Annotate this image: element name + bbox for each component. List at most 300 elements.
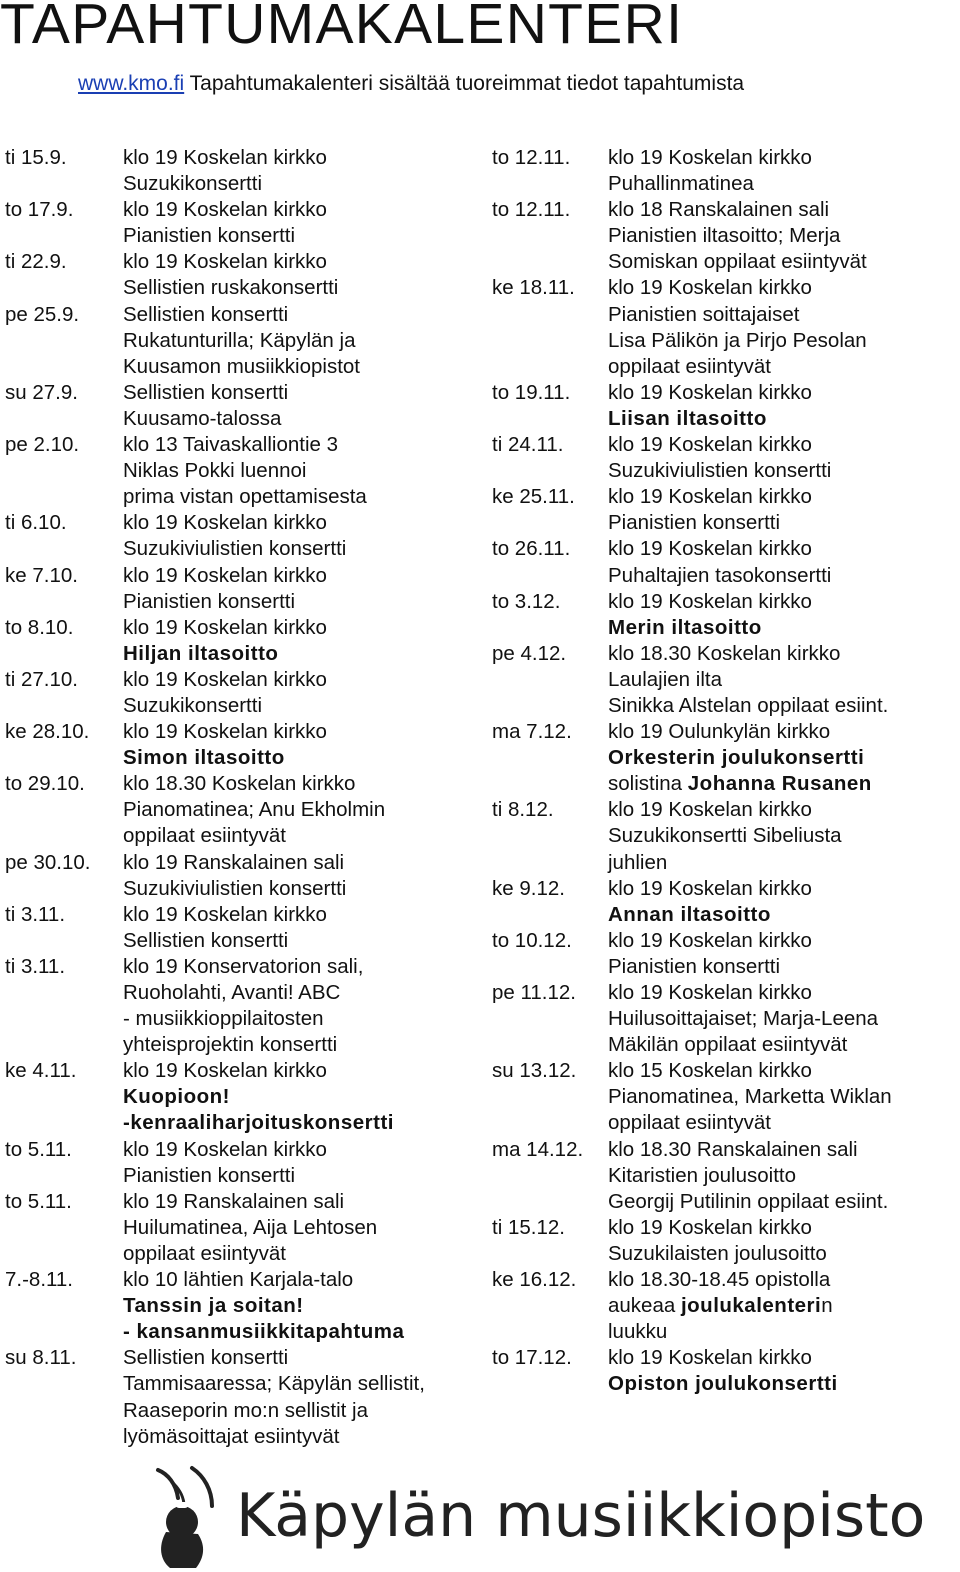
event-text: luukku bbox=[608, 1320, 668, 1344]
event-date: pe 30.10. bbox=[5, 850, 91, 874]
event-text: Lisa Pälikön ja Pirjo Pesolan bbox=[608, 328, 867, 352]
event-highlight: - kansanmusiikkitapahtuma bbox=[123, 1320, 405, 1344]
event-text: klo 19 Koskelan kirkko bbox=[123, 1059, 327, 1083]
event-row bbox=[5, 850, 475, 902]
event-text: Puhaltajien tasokonsertti bbox=[608, 563, 832, 587]
event-detail-line bbox=[608, 380, 952, 406]
event-text: Pianistien konsertti bbox=[608, 954, 781, 978]
event-details bbox=[123, 249, 475, 301]
event-text: n bbox=[821, 1294, 833, 1318]
event-detail-line bbox=[123, 1241, 475, 1267]
event-text: Sinikka Alstelan oppilaat esiint. bbox=[608, 693, 889, 717]
page-title: TAPAHTUMAKALENTERI bbox=[0, 0, 684, 56]
event-detail-line bbox=[608, 1032, 952, 1058]
event-detail-line bbox=[608, 876, 952, 902]
event-text: klo 19 Koskelan kirkko bbox=[123, 563, 327, 587]
event-details bbox=[123, 902, 475, 954]
event-text: Mäkilän oppilaat esiintyvät bbox=[608, 1033, 848, 1057]
event-details bbox=[123, 563, 475, 615]
event-text: Huilumatinea, Aija Lehtosen bbox=[123, 1215, 378, 1239]
event-date: to 26.11. bbox=[492, 537, 571, 561]
event-date: ma 14.12. bbox=[492, 1137, 584, 1161]
event-detail-line bbox=[608, 536, 952, 562]
event-detail-line bbox=[123, 302, 475, 328]
event-detail-line bbox=[608, 302, 952, 328]
event-date: ke 4.11. bbox=[5, 1059, 77, 1083]
event-text: Kuusamo-talossa bbox=[123, 406, 282, 430]
event-detail-line bbox=[608, 1319, 952, 1345]
event-detail-line bbox=[123, 745, 475, 771]
event-detail-line bbox=[123, 1006, 475, 1032]
event-detail-line bbox=[123, 1345, 475, 1371]
event-text: Suzukikonsertti bbox=[123, 693, 263, 717]
event-detail-line bbox=[123, 510, 475, 536]
event-date: to 17.9. bbox=[5, 198, 74, 222]
event-detail-line bbox=[123, 458, 475, 484]
event-details bbox=[608, 1345, 952, 1397]
event-details bbox=[608, 1137, 952, 1215]
event-detail-line bbox=[123, 719, 475, 745]
event-text: klo 19 Koskelan kirkko bbox=[123, 1137, 327, 1161]
event-details bbox=[123, 719, 475, 771]
event-detail-line bbox=[123, 197, 475, 223]
event-detail-line bbox=[608, 1110, 952, 1136]
event-date: 7.-8.11. bbox=[5, 1268, 73, 1292]
event-detail-line bbox=[608, 928, 952, 954]
event-text: klo 19 Koskelan kirkko bbox=[608, 276, 812, 300]
event-detail-line bbox=[123, 1319, 475, 1345]
event-text: klo 19 Koskelan kirkko bbox=[123, 667, 327, 691]
event-date: to 29.10. bbox=[5, 772, 85, 796]
event-text: klo 19 Ranskalainen sali bbox=[123, 850, 345, 874]
event-detail-line bbox=[123, 641, 475, 667]
event-text: Georgij Putilinin oppilaat esiint. bbox=[608, 1189, 889, 1213]
event-text: Sellistien konsertti bbox=[123, 1346, 289, 1370]
event-detail-line bbox=[123, 928, 475, 954]
event-date: ke 16.12. bbox=[492, 1268, 577, 1292]
event-text: klo 19 Koskelan kirkko bbox=[123, 511, 327, 535]
events-column-right bbox=[492, 145, 952, 1398]
event-text: klo 10 lähtien Karjala-talo bbox=[123, 1268, 354, 1292]
event-detail-line bbox=[123, 145, 475, 171]
event-date: pe 2.10. bbox=[5, 433, 80, 457]
event-details bbox=[123, 380, 475, 432]
event-date: pe 4.12. bbox=[492, 641, 567, 665]
event-text: Sellistien ruskakonsertti bbox=[123, 276, 339, 300]
event-text: klo 19 Ranskalainen sali bbox=[123, 1189, 345, 1213]
event-detail-line bbox=[608, 954, 952, 980]
event-text: Kitaristien joulusoitto bbox=[608, 1163, 797, 1187]
event-row bbox=[492, 1137, 952, 1215]
event-detail-line bbox=[608, 1267, 952, 1293]
event-row bbox=[492, 1215, 952, 1267]
event-date: ke 18.11. bbox=[492, 276, 575, 300]
event-details bbox=[608, 1058, 952, 1136]
event-detail-line bbox=[608, 980, 952, 1006]
event-row bbox=[5, 1345, 475, 1449]
event-date: ti 6.10. bbox=[5, 511, 67, 535]
event-text: Kuusamon musiikkiopistot bbox=[123, 354, 360, 378]
event-date: to 3.12. bbox=[492, 589, 561, 613]
event-details bbox=[123, 510, 475, 562]
event-row bbox=[492, 928, 952, 980]
event-detail-line bbox=[608, 902, 952, 928]
event-highlight: Liisan iltasoitto bbox=[608, 406, 767, 430]
event-date: to 5.11. bbox=[5, 1137, 72, 1161]
event-detail-line bbox=[123, 954, 475, 980]
event-details bbox=[123, 850, 475, 902]
event-details bbox=[123, 432, 475, 510]
event-date: ti 27.10. bbox=[5, 667, 78, 691]
event-highlight: Annan iltasoitto bbox=[608, 902, 771, 926]
event-text: klo 19 Koskelan kirkko bbox=[608, 981, 812, 1004]
event-detail-line bbox=[123, 1267, 475, 1293]
event-text: Rukatunturilla; Käpylän ja bbox=[123, 328, 356, 352]
event-row bbox=[492, 641, 952, 719]
event-text: Tammisaaressa; Käpylän sellistit, bbox=[123, 1372, 425, 1396]
event-detail-line bbox=[608, 223, 952, 249]
event-detail-line bbox=[123, 1424, 475, 1450]
event-text: klo 19 Oulunkylän kirkko bbox=[608, 720, 831, 744]
event-detail-line bbox=[123, 1398, 475, 1424]
event-detail-line bbox=[608, 145, 952, 171]
event-highlight: Opiston joulukonsertti bbox=[608, 1372, 838, 1396]
event-row bbox=[5, 1267, 475, 1345]
event-detail-line bbox=[123, 1110, 475, 1136]
event-details bbox=[123, 302, 475, 380]
event-text: klo 19 Koskelan kirkko bbox=[123, 615, 327, 639]
event-row bbox=[492, 145, 952, 197]
event-detail-line bbox=[123, 484, 475, 510]
event-detail-line bbox=[608, 432, 952, 458]
event-text: prima vistan opettamisesta bbox=[123, 485, 367, 509]
event-detail-line bbox=[123, 223, 475, 249]
subtitle bbox=[78, 71, 744, 97]
event-detail-line bbox=[123, 902, 475, 928]
event-detail-line bbox=[608, 1084, 952, 1110]
event-text: klo 18.30 Koskelan kirkko bbox=[123, 772, 356, 796]
event-detail-line bbox=[608, 275, 952, 301]
event-text: Pianistien konsertti bbox=[608, 511, 781, 535]
event-row bbox=[492, 719, 952, 797]
event-date: ke 9.12. bbox=[492, 876, 565, 900]
event-text: Pianistien soittajaiset bbox=[608, 302, 800, 326]
event-detail-line bbox=[123, 171, 475, 197]
event-detail-line bbox=[123, 1293, 475, 1319]
event-text: oppilaat esiintyvät bbox=[608, 1111, 771, 1135]
event-details bbox=[608, 797, 952, 875]
event-detail-line bbox=[123, 771, 475, 797]
event-text: klo 19 Koskelan kirkko bbox=[608, 146, 812, 169]
event-detail-line bbox=[608, 354, 952, 380]
event-detail-line bbox=[608, 197, 952, 223]
event-row bbox=[492, 1058, 952, 1136]
event-date: ti 15.12. bbox=[492, 1215, 565, 1239]
event-date: ti 3.11. bbox=[5, 954, 66, 978]
event-detail-line bbox=[608, 1137, 952, 1163]
event-details bbox=[608, 641, 952, 719]
event-text: klo 19 Koskelan kirkko bbox=[123, 146, 327, 169]
event-text: klo 19 Koskelan kirkko bbox=[123, 902, 327, 926]
event-text: Suzukikonsertti Sibeliusta bbox=[608, 824, 842, 848]
event-detail-line bbox=[608, 823, 952, 849]
event-detail-line bbox=[123, 1163, 475, 1189]
event-detail-line bbox=[123, 1032, 475, 1058]
event-text: Huilusoittajaiset; Marja-Leena bbox=[608, 1007, 879, 1031]
event-detail-line bbox=[608, 1215, 952, 1241]
event-row bbox=[492, 876, 952, 928]
event-details bbox=[608, 380, 952, 432]
event-text: klo 15 Koskelan kirkko bbox=[608, 1059, 812, 1083]
event-date: pe 11.12. bbox=[492, 981, 576, 1004]
event-row bbox=[492, 197, 952, 275]
event-details bbox=[123, 1345, 475, 1449]
event-highlight: Tanssin ja soitan! bbox=[123, 1294, 304, 1318]
event-text: Suzukilaisten joulusoitto bbox=[608, 1241, 827, 1265]
event-date: ti 22.9. bbox=[5, 250, 67, 274]
event-detail-line bbox=[608, 771, 952, 797]
event-text: Pianomatinea, Marketta Wiklan bbox=[608, 1085, 892, 1109]
event-row bbox=[492, 797, 952, 875]
event-row bbox=[5, 954, 475, 1058]
event-detail-line bbox=[123, 380, 475, 406]
event-text: klo 19 Koskelan kirkko bbox=[608, 1346, 812, 1370]
event-detail-line bbox=[608, 458, 952, 484]
event-detail-line bbox=[608, 1058, 952, 1084]
event-highlight: Johanna Rusanen bbox=[687, 772, 872, 796]
event-text: klo 19 Koskelan kirkko bbox=[608, 485, 812, 509]
website-link[interactable]: www.kmo.fi bbox=[78, 72, 185, 95]
event-text: klo 19 Koskelan kirkko bbox=[608, 589, 812, 613]
event-text: klo 18.30 Ranskalainen sali bbox=[608, 1137, 858, 1161]
event-row bbox=[492, 484, 952, 536]
event-text: klo 13 Taivaskalliontie 3 bbox=[123, 433, 338, 457]
event-row bbox=[5, 563, 475, 615]
event-text: Pianomatinea; Anu Ekholmin bbox=[123, 798, 386, 822]
event-row bbox=[5, 302, 475, 380]
event-text: Sellistien konsertti bbox=[123, 302, 289, 326]
event-date: to 8.10. bbox=[5, 615, 74, 639]
event-date: ti 3.11. bbox=[5, 902, 66, 926]
event-details bbox=[123, 667, 475, 719]
event-text: klo 18 Ranskalainen sali bbox=[608, 198, 830, 222]
event-row bbox=[492, 1267, 952, 1345]
event-detail-line bbox=[123, 406, 475, 432]
event-detail-line bbox=[608, 249, 952, 275]
event-text: Somiskan oppilaat esiintyvät bbox=[608, 250, 867, 274]
subtitle-text: Tapahtumakalenteri sisältää tuoreimmat tiedot tapahtumista bbox=[184, 72, 745, 95]
event-text: Niklas Pokki luennoi bbox=[123, 459, 307, 483]
event-detail-line bbox=[123, 1084, 475, 1110]
event-detail-line bbox=[608, 693, 952, 719]
event-details bbox=[608, 197, 952, 275]
event-row bbox=[492, 432, 952, 484]
event-details bbox=[608, 536, 952, 588]
event-detail-line bbox=[608, 667, 952, 693]
event-detail-line bbox=[123, 354, 475, 380]
event-date: to 12.11. bbox=[492, 146, 571, 169]
event-text: Sellistien konsertti bbox=[123, 380, 289, 404]
event-text: Pianistien konsertti bbox=[123, 589, 296, 613]
event-detail-line bbox=[608, 719, 952, 745]
event-date: to 5.11. bbox=[5, 1189, 72, 1213]
event-text: Pianistien konsertti bbox=[123, 1163, 296, 1187]
event-text: klo 19 Koskelan kirkko bbox=[123, 720, 327, 744]
event-detail-line bbox=[608, 1163, 952, 1189]
event-row bbox=[5, 771, 475, 849]
event-detail-line bbox=[608, 510, 952, 536]
event-date: ma 7.12. bbox=[492, 720, 572, 744]
event-details bbox=[608, 876, 952, 928]
event-detail-line bbox=[123, 667, 475, 693]
event-date: to 19.11. bbox=[492, 380, 571, 404]
event-date: su 27.9. bbox=[5, 380, 78, 404]
event-details bbox=[123, 1189, 475, 1267]
event-text: Puhallinmatinea bbox=[608, 172, 754, 196]
event-details bbox=[608, 719, 952, 797]
event-highlight: Orkesterin joulukonsertti bbox=[608, 746, 865, 770]
event-text: Suzukiviulistien konsertti bbox=[123, 537, 347, 561]
event-detail-line bbox=[123, 328, 475, 354]
event-detail-line bbox=[123, 275, 475, 301]
event-date: ti 24.11. bbox=[492, 433, 564, 457]
event-details bbox=[123, 1058, 475, 1136]
event-details bbox=[123, 954, 475, 1058]
event-detail-line bbox=[123, 1371, 475, 1397]
event-highlight: Hiljan iltasoitto bbox=[123, 641, 279, 665]
event-row bbox=[492, 1345, 952, 1397]
event-detail-line bbox=[608, 328, 952, 354]
event-detail-line bbox=[608, 745, 952, 771]
event-text: klo 19 Koskelan kirkko bbox=[608, 537, 812, 561]
event-detail-line bbox=[123, 693, 475, 719]
logo-text: Käpylän musiikkiopisto bbox=[236, 1481, 926, 1551]
event-detail-line bbox=[123, 432, 475, 458]
event-highlight: joulukalenteri bbox=[680, 1294, 822, 1318]
event-details bbox=[608, 589, 952, 641]
event-row bbox=[5, 380, 475, 432]
event-text: klo 19 Koskelan kirkko bbox=[123, 250, 327, 274]
event-row bbox=[5, 1058, 475, 1136]
event-text: juhlien bbox=[608, 850, 668, 874]
event-date: ke 25.11. bbox=[492, 485, 575, 509]
event-date: pe 25.9. bbox=[5, 302, 80, 326]
event-text: Suzukikonsertti bbox=[123, 172, 263, 196]
event-details bbox=[608, 1267, 952, 1345]
event-text: oppilaat esiintyvät bbox=[123, 824, 286, 848]
event-detail-line bbox=[608, 1006, 952, 1032]
event-text: klo 19 Koskelan kirkko bbox=[608, 380, 812, 404]
event-row bbox=[5, 1189, 475, 1267]
event-row bbox=[5, 432, 475, 510]
event-text: klo 19 Konservatorion sali, bbox=[123, 954, 364, 978]
event-row bbox=[5, 1137, 475, 1189]
event-detail-line bbox=[123, 850, 475, 876]
event-date: ti 8.12. bbox=[492, 798, 554, 822]
event-text: Suzukiviulistien konsertti bbox=[608, 459, 832, 483]
event-text: klo 18.30-18.45 opistolla bbox=[608, 1268, 831, 1292]
event-detail-line bbox=[608, 484, 952, 510]
event-row bbox=[5, 615, 475, 667]
event-date: ti 15.9. bbox=[5, 146, 67, 169]
event-text: klo 18.30 Koskelan kirkko bbox=[608, 641, 841, 665]
event-detail-line bbox=[608, 1371, 952, 1397]
event-details bbox=[123, 1137, 475, 1189]
event-details bbox=[608, 145, 952, 197]
event-details bbox=[123, 197, 475, 249]
events-column-left bbox=[5, 145, 475, 1450]
event-text: Raaseporin mo:n sellistit ja bbox=[123, 1398, 368, 1422]
event-detail-line bbox=[608, 1293, 952, 1319]
event-date: ke 28.10. bbox=[5, 720, 90, 744]
event-text: Ruoholahti, Avanti! ABC bbox=[123, 981, 341, 1004]
event-text: klo 19 Koskelan kirkko bbox=[608, 1215, 812, 1239]
event-date: su 13.12. bbox=[492, 1059, 577, 1083]
event-detail-line bbox=[123, 876, 475, 902]
event-detail-line bbox=[608, 641, 952, 667]
event-text: lyömäsoittajat esiintyvät bbox=[123, 1424, 340, 1448]
event-row bbox=[492, 589, 952, 641]
event-text: Sellistien konsertti bbox=[123, 928, 289, 952]
event-text: klo 19 Koskelan kirkko bbox=[608, 798, 812, 822]
event-detail-line bbox=[608, 1241, 952, 1267]
event-detail-line bbox=[608, 850, 952, 876]
event-details bbox=[123, 1267, 475, 1345]
event-row bbox=[5, 719, 475, 771]
event-date: to 10.12. bbox=[492, 928, 572, 952]
event-detail-line bbox=[123, 1189, 475, 1215]
event-text: - musiikkioppilaitosten bbox=[123, 1007, 324, 1031]
event-row bbox=[5, 197, 475, 249]
event-detail-line bbox=[123, 980, 475, 1006]
event-details bbox=[123, 615, 475, 667]
event-details bbox=[608, 432, 952, 484]
event-text: yhteisprojektin konsertti bbox=[123, 1033, 338, 1057]
event-detail-line bbox=[123, 1058, 475, 1084]
event-highlight: Merin iltasoitto bbox=[608, 615, 762, 639]
event-details bbox=[123, 145, 475, 197]
event-text: klo 19 Koskelan kirkko bbox=[123, 198, 327, 222]
event-row bbox=[5, 902, 475, 954]
event-highlight: Kuopioon! bbox=[123, 1085, 230, 1109]
event-detail-line bbox=[123, 823, 475, 849]
event-detail-line bbox=[123, 249, 475, 275]
event-row bbox=[5, 249, 475, 301]
event-text: klo 19 Koskelan kirkko bbox=[608, 928, 812, 952]
event-row bbox=[492, 980, 952, 1058]
event-detail-line bbox=[608, 1345, 952, 1371]
event-detail-line bbox=[123, 589, 475, 615]
event-row bbox=[5, 145, 475, 197]
event-text: klo 19 Koskelan kirkko bbox=[608, 433, 812, 457]
event-text: oppilaat esiintyvät bbox=[608, 354, 771, 378]
event-date: su 8.11. bbox=[5, 1346, 77, 1370]
event-highlight: Simon iltasoitto bbox=[123, 746, 285, 770]
event-details bbox=[608, 980, 952, 1058]
event-text: Pianistien konsertti bbox=[123, 224, 296, 248]
event-date: to 17.12. bbox=[492, 1346, 572, 1370]
event-text: klo 19 Koskelan kirkko bbox=[608, 876, 812, 900]
event-text: solistina bbox=[608, 772, 688, 796]
event-detail-line bbox=[123, 615, 475, 641]
event-detail-line bbox=[608, 797, 952, 823]
logo-emblem-icon bbox=[0, 1462, 230, 1572]
event-detail-line bbox=[608, 171, 952, 197]
event-detail-line bbox=[608, 1189, 952, 1215]
event-details bbox=[608, 1215, 952, 1267]
event-date: to 12.11. bbox=[492, 198, 571, 222]
event-date: ke 7.10. bbox=[5, 563, 78, 587]
